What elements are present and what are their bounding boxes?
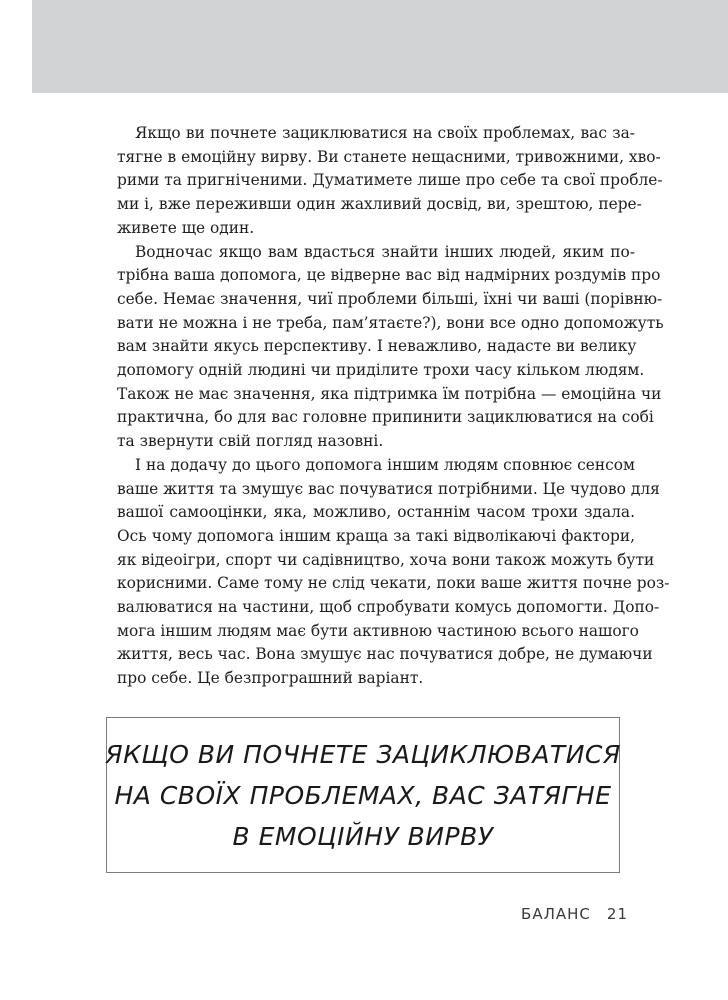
text-line: вам знайти якусь перспективу. І неважливо, надасте ви велику xyxy=(117,337,637,356)
text-line: як відеоігри, спорт чи садівництво, хоча вони також можуть бути xyxy=(117,550,655,569)
text-line: корисними. Саме тому не слід чекати, поки ваше життя почне роз- xyxy=(117,574,670,593)
text-line: та звернути свій погляд назовні. xyxy=(117,432,384,451)
pull-quote-line-2: НА СВОЇХ ПРОБЛЕМАХ, ВАС ЗАТЯГНЕ xyxy=(114,780,612,810)
text-line: валюватися на частини, щоб спробувати комусь допомогти. Допо- xyxy=(117,598,660,617)
text-line: практична, бо для вас головне припинити зациклюватися на собі xyxy=(117,408,654,427)
text-line: допомогу одній людині чи приділите трохи часу кільком людям. xyxy=(117,361,645,380)
pull-quote xyxy=(106,717,620,873)
text-line: ми і, вже переживши один жахливий досвід, ви, зрештою, пере- xyxy=(117,195,642,214)
text-line: Ось чому допомога іншим краща за такі відволікаючі фактори, xyxy=(117,526,635,545)
text-line: рими та пригніченими. Думатимете лише про себе та свої пробле- xyxy=(117,171,663,190)
body-text xyxy=(117,122,670,691)
text-line: тягне в емоційну вирву. Ви станете нещасними, тривожними, хво- xyxy=(117,147,661,166)
text-line: мога іншим людям має бути активною частиною всього нашого xyxy=(117,621,639,640)
pull-quote-line-3: В ЕМОЦІЙНУ ВИРВУ xyxy=(232,821,494,851)
page-footer xyxy=(521,905,628,923)
text-line: Водночас якщо вам вдасться знайти інших людей, яким по- xyxy=(135,242,635,261)
text-line: себе. Немає значення, чиї проблеми більші, їхні чи ваші (порівню- xyxy=(117,289,663,308)
text-line: трібна ваша допомога, це відверне вас від надмірних роздумів про xyxy=(117,266,661,285)
paragraph-3 xyxy=(117,454,670,691)
text-line: вашої самооцінки, яка, можливо, останнім часом трохи здала. xyxy=(117,503,635,522)
paragraph-1 xyxy=(117,122,663,241)
page-number: 21 xyxy=(606,905,628,923)
text-line: Якщо ви почнете зациклюватися на своїх проблемах, вас за- xyxy=(135,124,635,142)
text-line: живете ще один. xyxy=(117,218,255,237)
paragraph-2 xyxy=(117,241,664,454)
text-line: життя, весь час. Вона змушує нас почуватися добре, не думаючи xyxy=(117,645,653,664)
text-line: про себе. Це безпрограшний варіант. xyxy=(117,669,424,688)
text-line: І на додачу до цього допомога іншим людям сповнює сенсом xyxy=(135,455,635,474)
pull-quote-line-1: ЯКЩО ВИ ПОЧНЕТЕ ЗАЦИКЛЮВАТИСЯ xyxy=(105,739,621,769)
text-line: ваше життя та змушує вас почуватися потрібними. Це чудово для xyxy=(117,479,660,498)
text-line: Також не має значення, яка підтримка їм потрібна — емоційна чи xyxy=(117,384,662,403)
text-line: вати не можна і не треба, пам’ятаєте?), вони все одно допоможуть xyxy=(117,313,664,332)
running-section-title: БАЛАНС xyxy=(521,905,591,923)
header-band xyxy=(32,0,728,93)
